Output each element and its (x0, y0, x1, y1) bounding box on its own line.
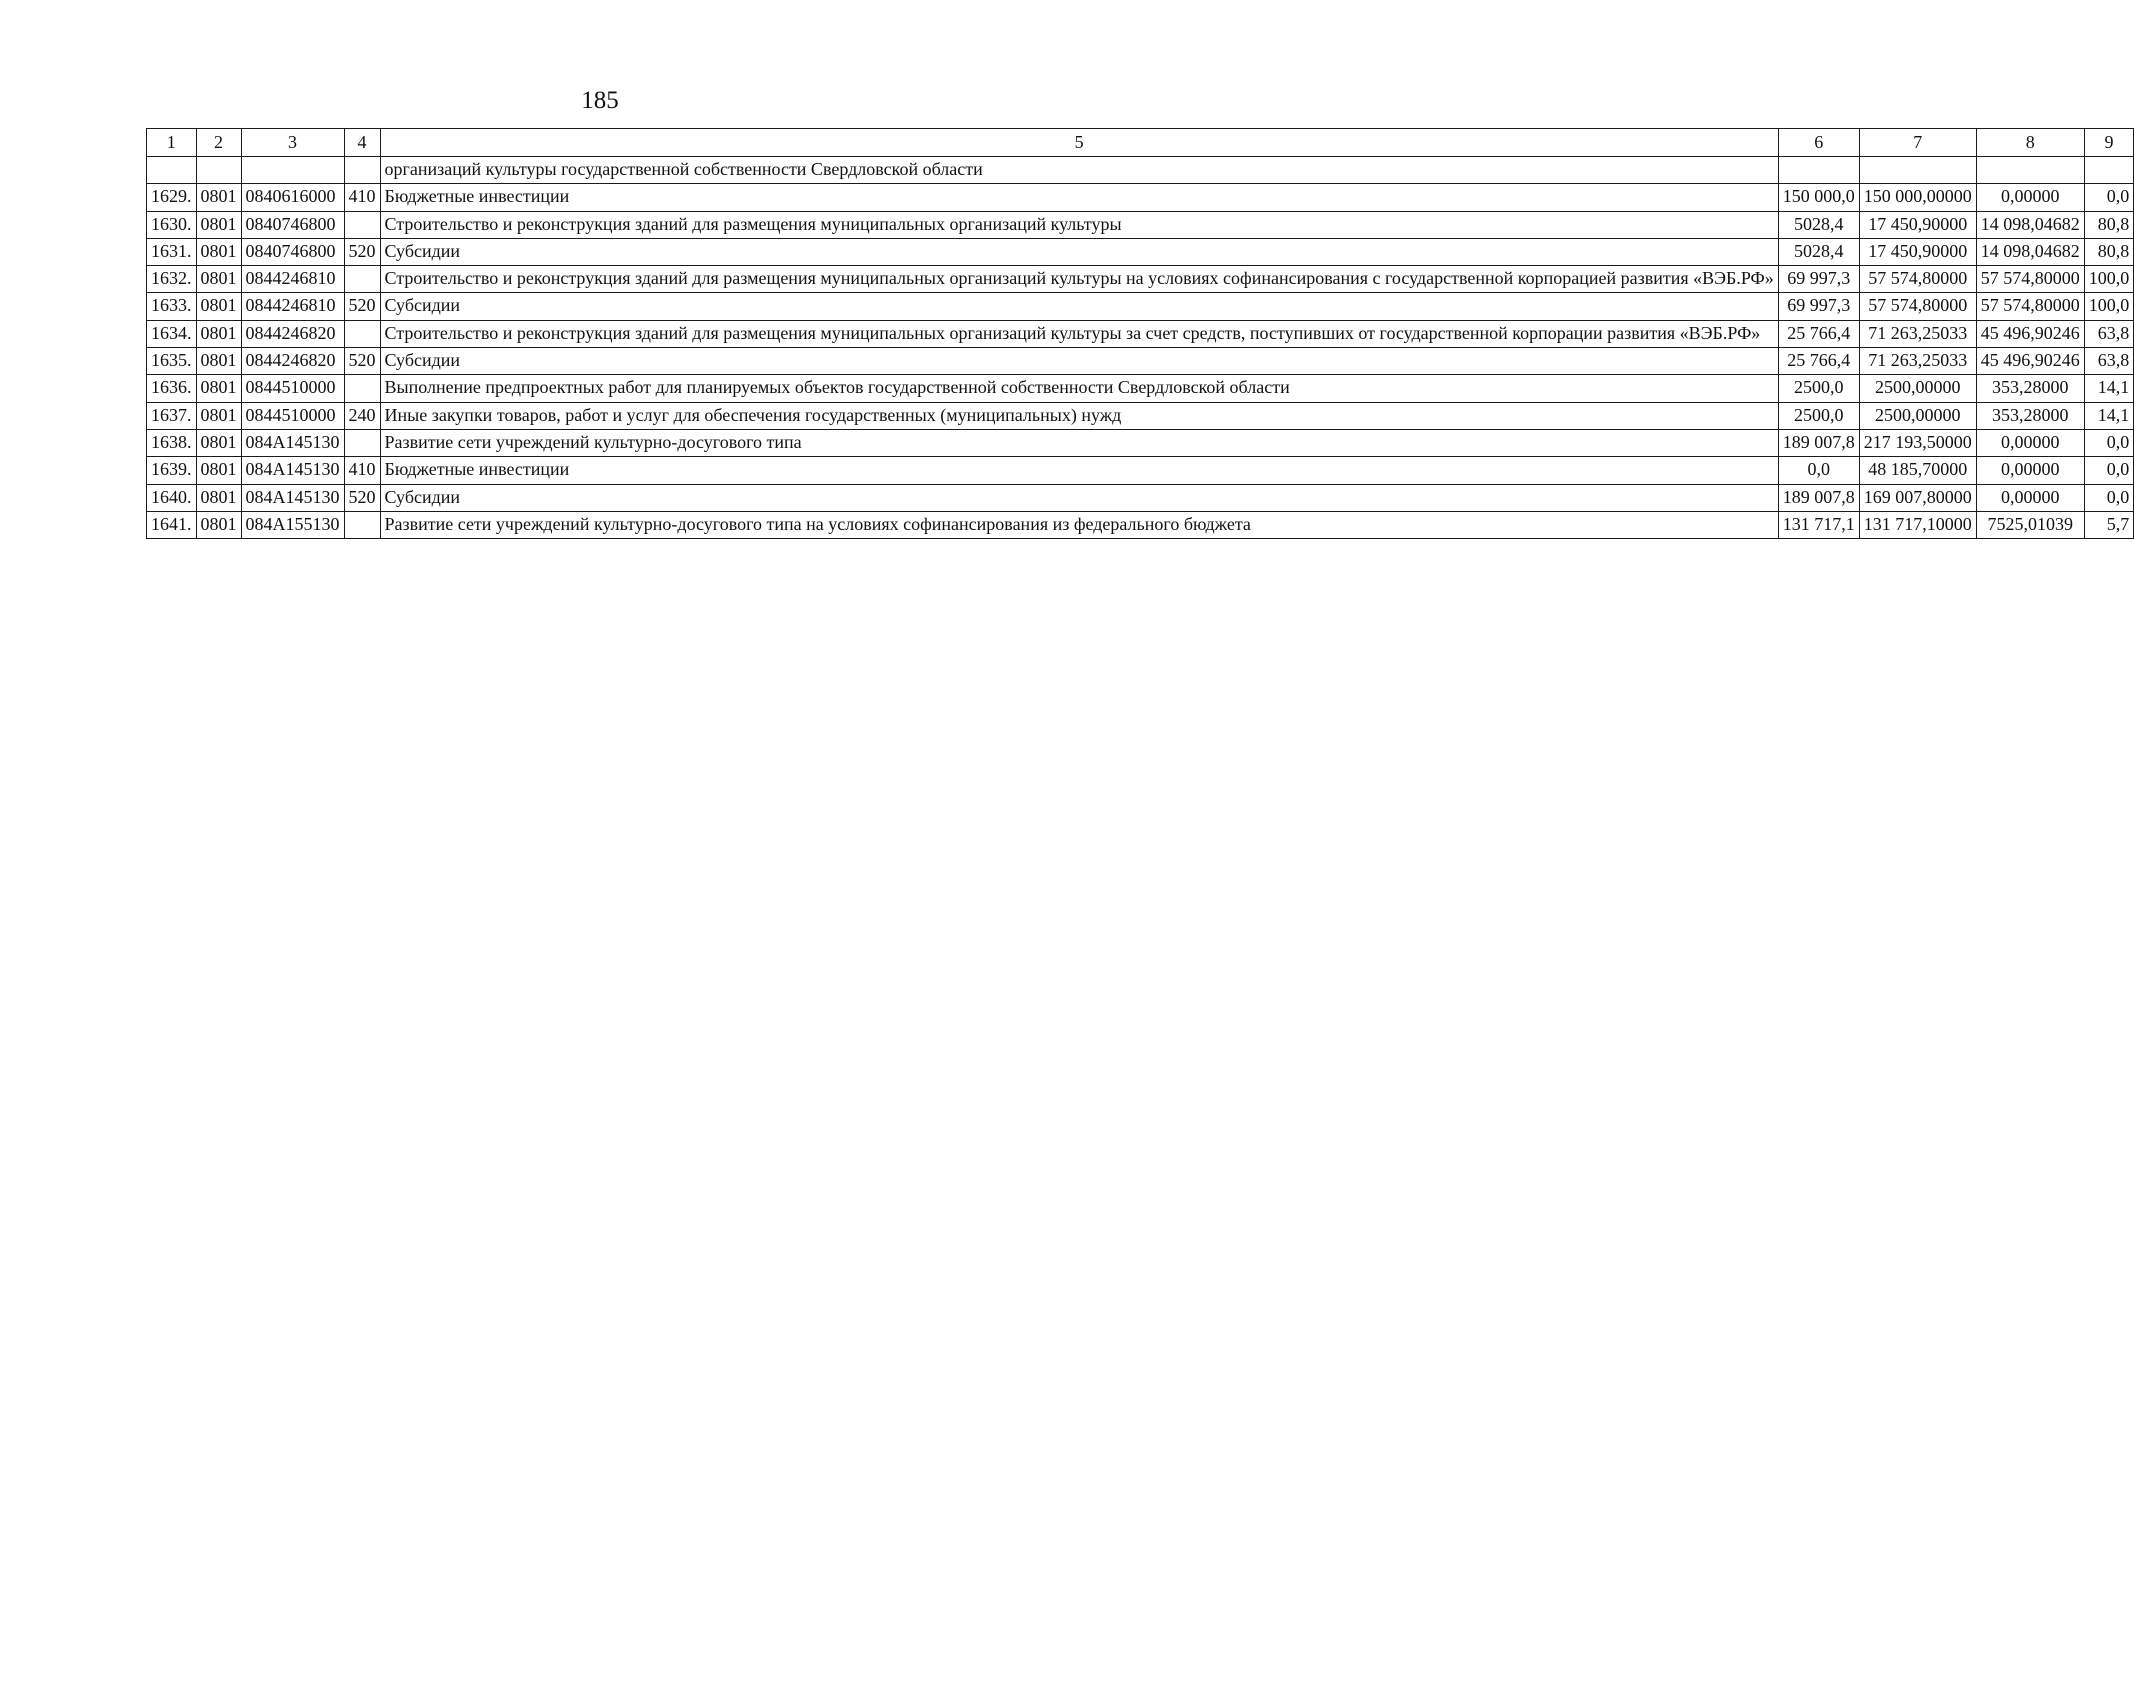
value-col6-cell: 131 717,1 (1778, 511, 1859, 538)
table-row (147, 293, 2134, 320)
row-number-cell: 1640. (147, 484, 197, 511)
row-number-cell: 1630. (147, 211, 197, 238)
percent-col9-cell: 14,1 (2084, 375, 2134, 402)
section-code-cell: 0801 (196, 484, 241, 511)
percent-col9-cell: 0,0 (2084, 429, 2134, 456)
description-cell: Выполнение предпроектных работ для планируемых объектов государственной собственности Свердловской области (380, 375, 1778, 402)
target-code-cell: 0844510000 (241, 402, 344, 429)
table-row (147, 266, 2134, 293)
table-row (147, 348, 2134, 375)
row-number-cell: 1637. (147, 402, 197, 429)
value-col7-cell: 17 450,90000 (1859, 211, 1976, 238)
table-row (147, 457, 2134, 484)
percent-col9-cell: 63,8 (2084, 348, 2134, 375)
expense-type-cell: 520 (344, 348, 380, 375)
table-row (147, 429, 2134, 456)
value-col8-cell: 0,00000 (1976, 484, 2084, 511)
table-row (147, 375, 2134, 402)
value-col7-cell: 17 450,90000 (1859, 238, 1976, 265)
expense-type-cell (344, 320, 380, 347)
target-code-cell: 084A145130 (241, 429, 344, 456)
table-header (147, 129, 2134, 157)
value-col8-cell: 45 496,90246 (1976, 348, 2084, 375)
table-row (147, 511, 2134, 538)
percent-col9-cell: 80,8 (2084, 238, 2134, 265)
header-cell-5: 5 (380, 129, 1778, 157)
target-code-cell: 0840746800 (241, 238, 344, 265)
table-row (147, 157, 2134, 184)
value-col6-cell: 5028,4 (1778, 238, 1859, 265)
expense-type-cell (344, 211, 380, 238)
row-number-cell: 1631. (147, 238, 197, 265)
table-row (147, 484, 2134, 511)
value-col6-cell (1778, 157, 1859, 184)
percent-col9-cell: 80,8 (2084, 211, 2134, 238)
expense-type-cell: 520 (344, 293, 380, 320)
expense-type-cell: 520 (344, 484, 380, 511)
target-code-cell: 084A155130 (241, 511, 344, 538)
value-col8-cell: 0,00000 (1976, 184, 2084, 211)
table-row (147, 238, 2134, 265)
section-code-cell: 0801 (196, 402, 241, 429)
description-cell: Бюджетные инвестиции (380, 457, 1778, 484)
target-code-cell: 084A145130 (241, 484, 344, 511)
description-cell: Иные закупки товаров, работ и услуг для обеспечения государственных (муниципальных) нужд (380, 402, 1778, 429)
row-number-cell: 1634. (147, 320, 197, 347)
expense-type-cell (344, 429, 380, 456)
value-col8-cell (1976, 157, 2084, 184)
section-code-cell: 0801 (196, 211, 241, 238)
section-code-cell: 0801 (196, 266, 241, 293)
value-col7-cell: 169 007,80000 (1859, 484, 1976, 511)
section-code-cell: 0801 (196, 429, 241, 456)
expense-type-cell: 410 (344, 457, 380, 484)
expense-type-cell: 240 (344, 402, 380, 429)
value-col8-cell: 353,28000 (1976, 402, 2084, 429)
description-cell: Бюджетные инвестиции (380, 184, 1778, 211)
expense-type-cell (344, 375, 380, 402)
value-col6-cell: 189 007,8 (1778, 484, 1859, 511)
percent-col9-cell: 0,0 (2084, 457, 2134, 484)
value-col7-cell: 131 717,10000 (1859, 511, 1976, 538)
percent-col9-cell: 100,0 (2084, 293, 2134, 320)
value-col6-cell: 2500,0 (1778, 375, 1859, 402)
header-cell-4: 4 (344, 129, 380, 157)
value-col7-cell: 150 000,00000 (1859, 184, 1976, 211)
page-number: 185 (581, 87, 619, 114)
value-col7-cell: 57 574,80000 (1859, 293, 1976, 320)
section-code-cell: 0801 (196, 293, 241, 320)
section-code-cell: 0801 (196, 348, 241, 375)
header-cell-8: 8 (1976, 129, 2084, 157)
row-number-cell (147, 157, 197, 184)
expense-type-cell (344, 266, 380, 293)
description-cell: Строительство и реконструкция зданий для размещения муниципальных организаций культуры за счет средств, поступивших от государственной корпорации развития «ВЭБ.РФ» (380, 320, 1778, 347)
description-cell: Строительство и реконструкция зданий для размещения муниципальных организаций культуры (380, 211, 1778, 238)
section-code-cell: 0801 (196, 238, 241, 265)
target-code-cell: 0844246820 (241, 320, 344, 347)
row-number-cell: 1632. (147, 266, 197, 293)
target-code-cell: 0840746800 (241, 211, 344, 238)
row-number-cell: 1629. (147, 184, 197, 211)
header-cell-1: 1 (147, 129, 197, 157)
target-code-cell (241, 157, 344, 184)
description-cell: организаций культуры государственной собственности Свердловской области (380, 157, 1778, 184)
target-code-cell: 0844510000 (241, 375, 344, 402)
value-col7-cell: 57 574,80000 (1859, 266, 1976, 293)
value-col8-cell: 57 574,80000 (1976, 293, 2084, 320)
target-code-cell: 0844246820 (241, 348, 344, 375)
value-col6-cell: 25 766,4 (1778, 320, 1859, 347)
header-cell-6: 6 (1778, 129, 1859, 157)
value-col6-cell: 0,0 (1778, 457, 1859, 484)
percent-col9-cell (2084, 157, 2134, 184)
description-cell: Развитие сети учреждений культурно-досугового типа на условиях софинансирования из федерального бюджета (380, 511, 1778, 538)
table-row (147, 211, 2134, 238)
percent-col9-cell: 5,7 (2084, 511, 2134, 538)
table-row (147, 184, 2134, 211)
target-code-cell: 0844246810 (241, 266, 344, 293)
description-cell: Строительство и реконструкция зданий для размещения муниципальных организаций культуры на условиях софинансирования с государственной корпорацией развития «ВЭБ.РФ» (380, 266, 1778, 293)
value-col8-cell: 0,00000 (1976, 457, 2084, 484)
value-col7-cell: 48 185,70000 (1859, 457, 1976, 484)
row-number-cell: 1635. (147, 348, 197, 375)
value-col7-cell: 71 263,25033 (1859, 348, 1976, 375)
budget-table (146, 128, 2134, 539)
section-code-cell: 0801 (196, 320, 241, 347)
value-col7-cell: 217 193,50000 (1859, 429, 1976, 456)
header-cell-2: 2 (196, 129, 241, 157)
row-number-cell: 1641. (147, 511, 197, 538)
target-code-cell: 084A145130 (241, 457, 344, 484)
value-col6-cell: 5028,4 (1778, 211, 1859, 238)
value-col8-cell: 14 098,04682 (1976, 211, 2084, 238)
row-number-cell: 1638. (147, 429, 197, 456)
expense-type-cell: 410 (344, 184, 380, 211)
percent-col9-cell: 0,0 (2084, 484, 2134, 511)
value-col6-cell: 2500,0 (1778, 402, 1859, 429)
description-cell: Субсидии (380, 293, 1778, 320)
header-cell-9: 9 (2084, 129, 2134, 157)
value-col6-cell: 69 997,3 (1778, 293, 1859, 320)
expense-type-cell (344, 157, 380, 184)
description-cell: Субсидии (380, 484, 1778, 511)
description-cell: Развитие сети учреждений культурно-досугового типа (380, 429, 1778, 456)
section-code-cell (196, 157, 241, 184)
expense-type-cell: 520 (344, 238, 380, 265)
row-number-cell: 1633. (147, 293, 197, 320)
description-cell: Субсидии (380, 238, 1778, 265)
description-cell: Субсидии (380, 348, 1778, 375)
target-code-cell: 0840616000 (241, 184, 344, 211)
value-col7-cell: 2500,00000 (1859, 402, 1976, 429)
value-col8-cell: 0,00000 (1976, 429, 2084, 456)
expense-type-cell (344, 511, 380, 538)
header-cell-3: 3 (241, 129, 344, 157)
value-col6-cell: 69 997,3 (1778, 266, 1859, 293)
value-col7-cell: 2500,00000 (1859, 375, 1976, 402)
table-row (147, 402, 2134, 429)
table-body (147, 157, 2134, 539)
value-col7-cell: 71 263,25033 (1859, 320, 1976, 347)
value-col8-cell: 14 098,04682 (1976, 238, 2084, 265)
value-col6-cell: 150 000,0 (1778, 184, 1859, 211)
value-col6-cell: 189 007,8 (1778, 429, 1859, 456)
section-code-cell: 0801 (196, 184, 241, 211)
row-number-cell: 1636. (147, 375, 197, 402)
header-row (147, 129, 2134, 157)
row-number-cell: 1639. (147, 457, 197, 484)
section-code-cell: 0801 (196, 511, 241, 538)
section-code-cell: 0801 (196, 375, 241, 402)
value-col8-cell: 7525,01039 (1976, 511, 2084, 538)
table-row (147, 320, 2134, 347)
value-col8-cell: 57 574,80000 (1976, 266, 2084, 293)
section-code-cell: 0801 (196, 457, 241, 484)
percent-col9-cell: 14,1 (2084, 402, 2134, 429)
target-code-cell: 0844246810 (241, 293, 344, 320)
value-col6-cell: 25 766,4 (1778, 348, 1859, 375)
value-col8-cell: 353,28000 (1976, 375, 2084, 402)
percent-col9-cell: 0,0 (2084, 184, 2134, 211)
value-col7-cell (1859, 157, 1976, 184)
percent-col9-cell: 100,0 (2084, 266, 2134, 293)
percent-col9-cell: 63,8 (2084, 320, 2134, 347)
header-cell-7: 7 (1859, 129, 1976, 157)
value-col8-cell: 45 496,90246 (1976, 320, 2084, 347)
